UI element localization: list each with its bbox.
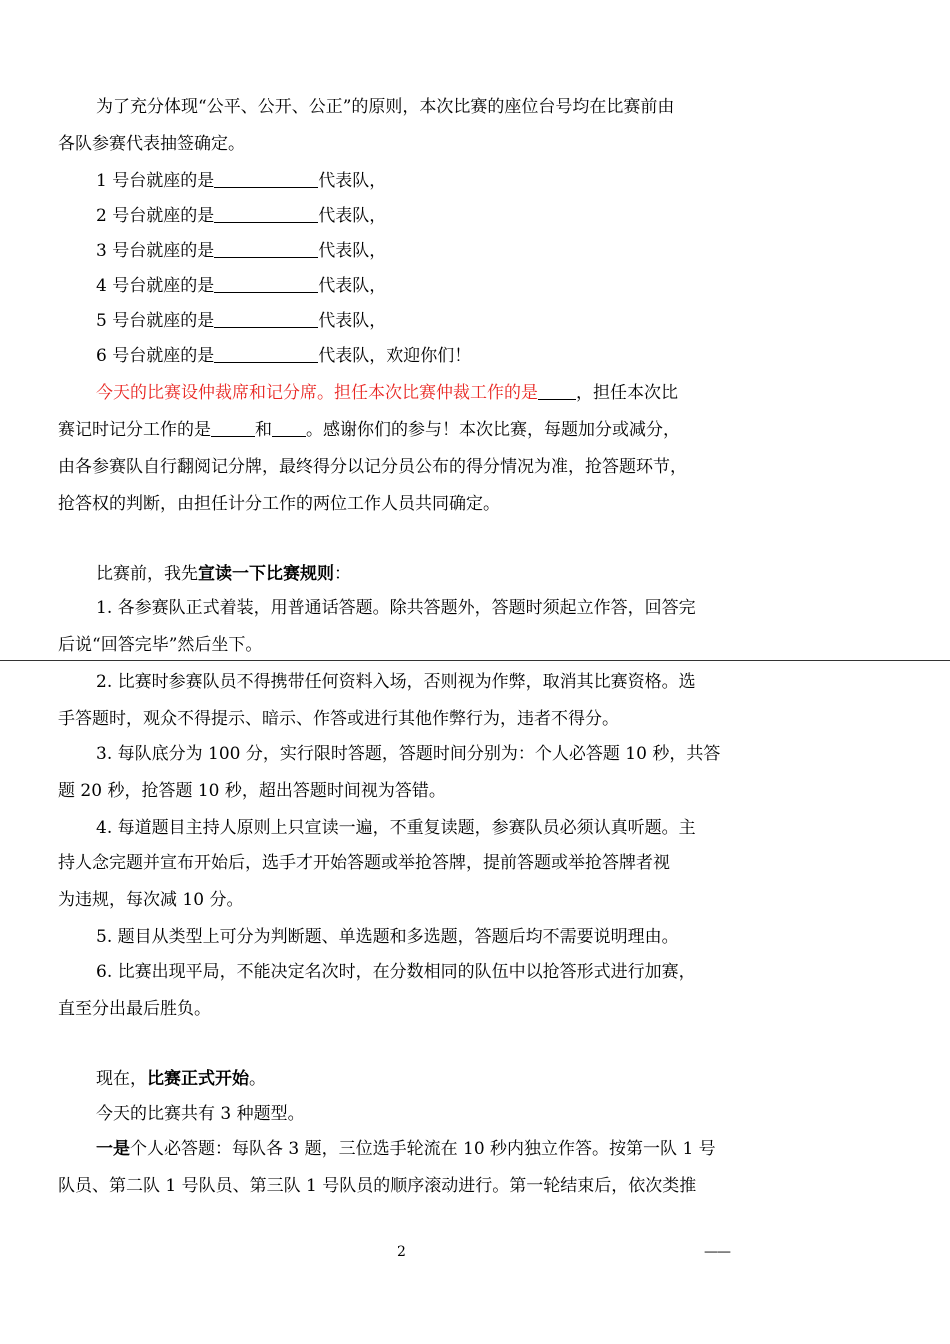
seat-blank xyxy=(214,240,318,258)
start-suffix: 。 xyxy=(249,1069,266,1089)
start-bold: 比赛正式开始 xyxy=(147,1069,249,1089)
rule-3-line-2: 题 20 秒，抢答题 10 秒，超出答题时间视为答错。 xyxy=(58,781,446,801)
intro-line-1: 为了充分体现“公平、公开、公正”的原则，本次比赛的座位台号均在比赛前由 xyxy=(96,97,675,117)
seat-line-3 xyxy=(96,239,386,263)
type-one-line-2: 队员、第二队 1 号队员、第三队 1 号队员的顺序滚动进行。第一轮结束后，依次类推 xyxy=(58,1176,697,1196)
rule-4-line-2: 持人念完题并宣布开始后，选手才开始答题或举抢答牌，提前答题或举抢答牌者视 xyxy=(58,853,670,873)
seat-label: 1 号台就座的是 xyxy=(96,171,215,191)
intro-line-2: 各队参赛代表抽签确定。 xyxy=(58,134,245,154)
referee-red-text: 今天的比赛设仲裁席和记分席。担任本次比赛仲裁工作的是 xyxy=(96,383,538,403)
rule-3-line-1: 3. 每队底分为 100 分，实行限时答题，答题时间分别为：个人必答题 10 秒，共答 xyxy=(96,744,721,764)
seat-line-6 xyxy=(96,344,471,368)
rule-2-line-2: 手答题时，观众不得提示、暗示、作答或进行其他作弊行为，违者不得分。 xyxy=(58,709,619,729)
seat-line-2 xyxy=(96,204,386,228)
rule-5-line-1: 5. 题目从类型上可分为判断题、单选题和多选题，答题后均不需要说明理由。 xyxy=(96,927,679,947)
type-one-text: 个人必答题：每队各 3 题，三位选手轮流在 10 秒内独立作答。按第一队 1 号 xyxy=(130,1139,716,1159)
referee-blank-1 xyxy=(538,382,576,400)
seat-suffix: 代表队， xyxy=(318,276,387,296)
seat-suffix: 代表队， xyxy=(318,241,387,261)
type-one-line-1 xyxy=(96,1137,716,1161)
seat-blank xyxy=(214,275,318,293)
seat-label: 4 号台就座的是 xyxy=(96,276,215,296)
referee-text: 。感谢你们的参与！本次比赛，每题加分或减分， xyxy=(306,420,680,440)
referee-line-3: 由各参赛队自行翻阅记分牌，最终得分以记分员公布的得分情况为准，抢答题环节， xyxy=(58,457,687,477)
referee-text: 和 xyxy=(255,420,272,440)
rule-4-line-3: 为违规，每次减 10 分。 xyxy=(58,890,244,910)
seat-label: 5 号台就座的是 xyxy=(96,311,215,331)
rule-6-line-1: 6. 比赛出现平局，不能决定名次时，在分数相同的队伍中以抢答形式进行加赛， xyxy=(96,962,696,982)
rule-1-line-1: 1. 各参赛队正式着装，用普通话答题。除共答题外，答题时须起立作答，回答完 xyxy=(96,598,696,618)
seat-line-4 xyxy=(96,274,386,298)
seat-suffix: 代表队， xyxy=(318,206,387,226)
rule-1-line-2: 后说“回答完毕”然后坐下。 xyxy=(58,635,263,655)
referee-text: ，担任本次比 xyxy=(576,383,678,403)
page-break-line xyxy=(0,660,950,661)
referee-line-2 xyxy=(58,418,680,442)
rules-intro-bold: 宣读一下比赛规则 xyxy=(198,564,334,584)
seat-blank xyxy=(214,310,318,328)
rules-intro-suffix: ： xyxy=(334,564,351,584)
seat-suffix: 代表队， xyxy=(318,171,387,191)
seat-blank xyxy=(214,205,318,223)
start-prefix: 现在， xyxy=(96,1069,147,1089)
seat-line-1 xyxy=(96,169,386,193)
types-line: 今天的比赛共有 3 种题型。 xyxy=(96,1104,305,1124)
rules-intro-prefix: 比赛前，我先 xyxy=(96,564,198,584)
footer-dash: —— xyxy=(704,1244,730,1260)
seat-blank xyxy=(214,170,318,188)
seat-blank xyxy=(214,345,318,363)
rule-4-line-1: 4. 每道题目主持人原则上只宣读一遍，不重复读题，参赛队员必须认真听题。主 xyxy=(96,818,696,838)
referee-line-4: 抢答权的判断，由担任计分工作的两位工作人员共同确定。 xyxy=(58,494,500,514)
seat-line-5 xyxy=(96,309,386,333)
rule-6-line-2: 直至分出最后胜负。 xyxy=(58,999,211,1019)
rule-2-line-1: 2. 比赛时参赛队员不得携带任何资料入场，否则视为作弊，取消其比赛资格。选 xyxy=(96,672,696,692)
referee-blank-3 xyxy=(272,419,306,437)
start-line xyxy=(96,1067,266,1091)
type-one-bold: 一是 xyxy=(96,1139,130,1159)
seat-label: 6 号台就座的是 xyxy=(96,346,215,366)
seat-suffix: 代表队， xyxy=(318,311,387,331)
seat-label: 3 号台就座的是 xyxy=(96,241,215,261)
seat-suffix: 代表队，欢迎你们！ xyxy=(318,346,472,366)
referee-blank-2 xyxy=(211,419,255,437)
referee-text: 赛记时记分工作的是 xyxy=(58,420,211,440)
seat-label: 2 号台就座的是 xyxy=(96,206,215,226)
page-number: 2 xyxy=(397,1244,406,1260)
referee-line-1 xyxy=(96,381,678,405)
rules-intro xyxy=(96,562,351,586)
